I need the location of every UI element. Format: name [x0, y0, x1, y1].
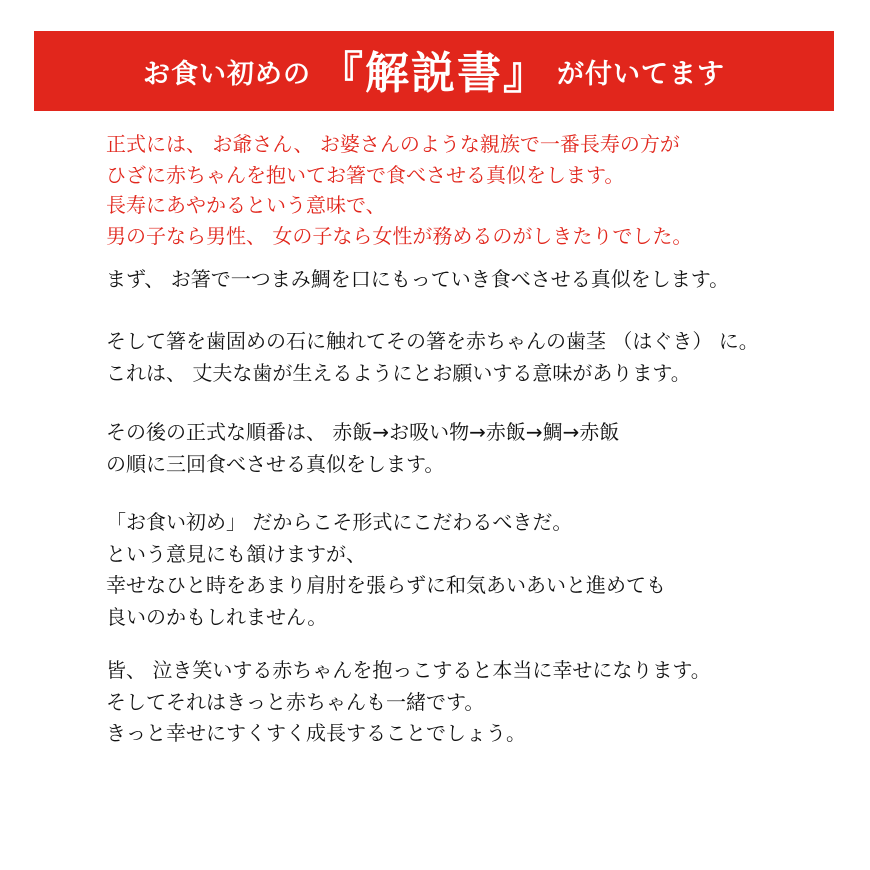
paragraph-line: 「お食い初め」 だからこそ形式にこだわるべきだ。: [106, 510, 573, 534]
banner-highlight: 『解説書』: [319, 48, 549, 99]
paragraph-line: 幸せなひと時をあまり肩肘を張らずに和気あいあいと進めても: [106, 573, 666, 597]
paragraph-line: そして箸を歯固めの石に触れてその箸を赤ちゃんの歯茎 （はぐき） に。: [106, 329, 759, 353]
paragraph-line: きっと幸せにすくすく成長することでしょう。: [106, 721, 526, 745]
banner-suffix: が付いてます: [557, 58, 725, 90]
paragraph-formality: [106, 507, 846, 633]
title-banner: [34, 31, 834, 111]
banner-prefix: お食い初めの: [143, 58, 311, 90]
paragraph-line: まず、 お箸で一つまみ鯛を口にもっていき食べさせる真似をします。: [106, 267, 730, 291]
paragraph-line: の順に三回食べさせる真似をします。: [106, 451, 445, 476]
intro-text: [106, 129, 846, 251]
paragraph-line: その後の正式な順番は、 赤飯→お吸い物→赤飯→鯛→赤飯: [106, 420, 620, 444]
paragraph-line: これは、 丈夫な歯が生えるようにとお願いする意味があります。: [106, 360, 691, 385]
paragraph-line: そしてそれはきっと赤ちゃんも一緒です。: [106, 689, 485, 714]
intro-line: 正式には、 お爺さん、 お婆さんのような親族で一番長寿の方が: [106, 132, 680, 156]
intro-line: 男の子なら男性、 女の子なら女性が務めるのがしきたりでした。: [106, 223, 693, 248]
paragraph-teething-stone: [106, 326, 846, 389]
paragraph-happiness: [106, 655, 846, 750]
paragraph-line: 良いのかもしれません。: [106, 604, 328, 629]
paragraph-line: という意見にも頷けますが、: [106, 541, 366, 566]
paragraph-line: 皆、 泣き笑いする赤ちゃんを抱っこすると本当に幸せになります。: [106, 658, 711, 682]
paragraph-first-taste: [106, 264, 846, 296]
intro-line: ひざに赤ちゃんを抱いてお箸で食べさせる真似をします。: [106, 162, 625, 187]
paragraph-order: [106, 417, 846, 480]
intro-line: 長寿にあやかるという意味で、: [106, 193, 386, 217]
